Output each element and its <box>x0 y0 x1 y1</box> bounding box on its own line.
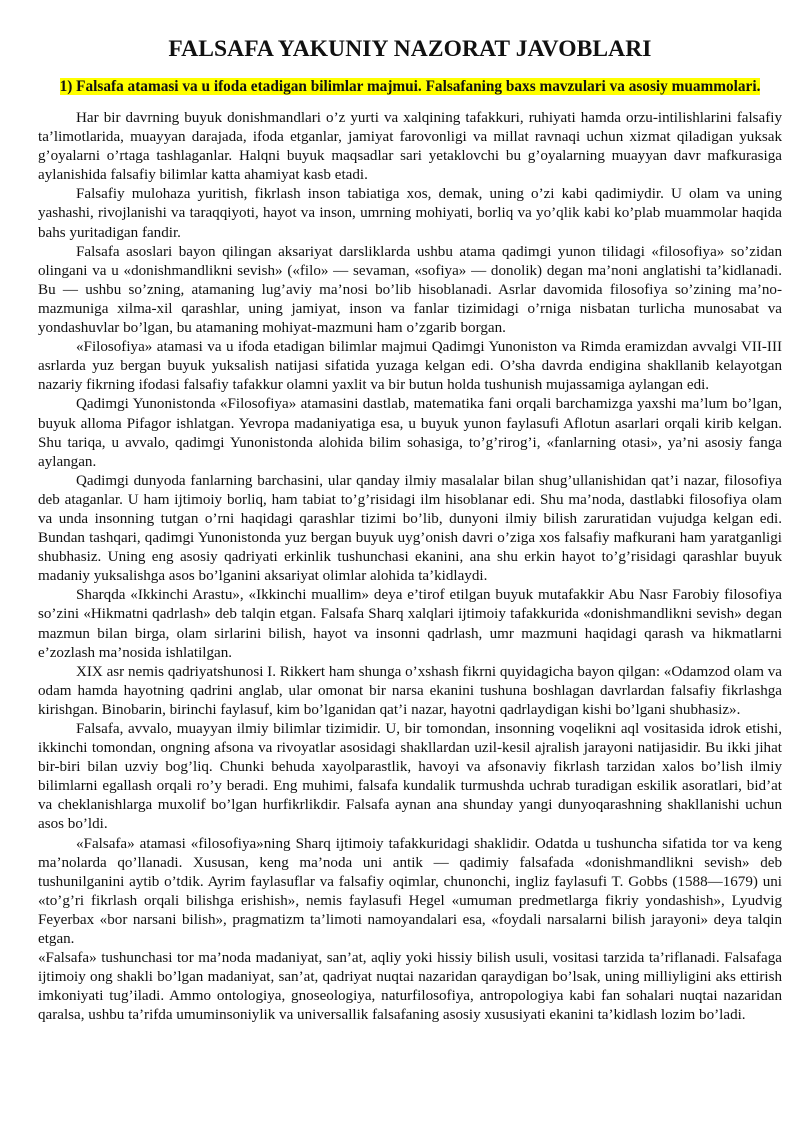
question-heading-block <box>38 77 782 97</box>
document-title: FALSAFA YAKUNIY NAZORAT JAVOBLARI <box>168 36 652 62</box>
document-body <box>38 109 782 1026</box>
document-page <box>38 36 782 1026</box>
paragraph: Falsafa asoslari bayon qilingan aksariyat darsliklarda ushbu atama qadimgi yunon tilidagi «filosofiya» so’zidan olingani va u «donishmandlikni sevish» («filo» — sevaman, «sofiya» — donolik) degan ma’noni anglatishi ta’kidlanadi. Bu — ushbu so’zning, atamaning lug’aviy ma’nosi bo’lib hisoblanadi. Asrlar davomida filosofiya so’zining ma’no-mazmuniga xilma-xil qarashlar, uning jamiyat, inson va fanlar tizimidagi o’rniga nisbatan turlicha munosabat va yondashuvlar bo’lgan, bu atamaning mohiyat-mazmuni ham o’zgarib borgan. <box>38 243 782 337</box>
paragraph: Sharqda «Ikkinchi Arastu», «Ikkinchi muallim» deya e’tirof etilgan buyuk mutafakkir Abu Nasr Farobiy filosofiya so’zini «Hikmatni qadrlash» deb talqin etgan. Falsafa Sharq xalqlari ijtimoiy tafakkurida «donishmandlikni sevish» degan mazmun bilan birga, olam sirlarini bilish, hayot va insonni qadrlash, umr mazmuni haqidagi qarash va hikmatlarni e’zozlash ma’nosida ishlatilgan. <box>38 587 782 661</box>
paragraph: «Filosofiya» atamasi va u ifoda etadigan bilimlar majmui Qadimgi Yunoniston va Rimda eramizdan avvalgi VII-III asrlarda yuz bergan buyuk yuksalish natijasi sifatida yuzaga kelgan edi. O’sha davrda endigina shakllanib kelayotgan nazariy fikrning ifodasi falsafiy tafakkur olamni yaxlit va bir butun holda tushunish mujassamiga aylangan edi. <box>38 339 782 394</box>
paragraph: Har bir davrning buyuk donishmandlari o’z yurti va xalqining tafakkuri, ruhiyati hamda orzu-intilishlarini falsafiy ta’limotlarida, muayyan darajada, ifoda etganlar, jamiyat farovonligi va millat ravnaqi uchun xizmat qiladigan yuksak g’oyalarni o’rtaga tashlaganlar. Halqni buyuk maqsadlar sari yetaklovchi bu g’oyalarning muayyan davr mafkurasiga aylanishida falsafiy bilimlar katta ahamiyat kasb etadi. <box>38 110 782 184</box>
paragraph: Qadimgi dunyoda fanlarning barchasini, ular qanday ilmiy masalalar bilan shug’ullanishidan qat’i nazar, filosofiya deb ataganlar. U ham ijtimoiy borliq, ham tabiat to’g’risidagi ilm hisoblanar edi. Shu ma’noda, dastlabki filosofiya olam va unda insonning tutgan o’rni haqidagi qarashlar tizimi bo’lib, dunyoni ilmiy bilish zaruratidan vujudga kelgan edi. Bundan tashqari, qadimgi Yunonistonda yuz bergan buyuk uyg’onish davri o’ziga xos falsafiy mafkurani ham yaratganligi shubhasiz. Uning eng asosiy qadriyati erkinlik tushunchasi ekanini, ana shu erkin hayot to’g’risidagi qarashlar buyuk madaniy yuksalishga asos bo’lganini aksariyat olimlar alohida ta’kidlaydi. <box>38 472 782 585</box>
paragraph: Qadimgi Yunonistonda «Filosofiya» atamasini dastlab, matematika fani orqali barchamizga yaxshi ma’lum bo’lgan, buyuk alloma Pifagor ishlatgan. Yevropa madaniyatiga esa, u buyuk yunon faylasufi Aflotun asarlari orqali kirib kelgan. Shu tariqa, u avvalo, qadimgi Yunonistonda alohida bilim sohasiga, to’g’rirog’i, «fanlarning otasi», ya’ni asosiy fanga aylangan. <box>38 396 782 470</box>
paragraph: «Falsafa» tushunchasi tor ma’noda madaniyat, san’at, aqliy yoki hissiy bilish usuli, vositasi tarzida ta’riflanadi. Falsafaga ijtimoiy ong shakli bo’lgan madaniyat, san’at, qadriyat nuqtai nazaridan qaraydigan bo’lsak, uning milliyligini aks ettirish imkoniyati tug’iladi. Ammo ontologiya, gnoseologiya, naturfilosofiya, antropologiya kabi fan sohalari nuqtai nazaridan qaralsa, ushbu ta’rifda umuminsoniylik va universallik falsafaning asosiy xususiyati ekanini ta’kidlash lozim bo’ladi. <box>38 950 782 1024</box>
paragraph: Falsafa, avvalo, muayyan ilmiy bilimlar tizimidir. U, bir tomondan, insonning voqelikni aql vositasida idrok etishi, ikkinchi tomondan, ongning afsona va rivoyatlar asosidagi shakllardan uzil-kesil ajralish jarayoni natijasidir. Bu ikki jihat bir-biri bilan uzviy bog’liq. Chunki behuda xayolparastlik, havoyi va afsonaviy fikrlash tarzidan xalos bo’lish ilmiy bilimlarni egallash orqali ro’y beradi. Eng muhimi, falsafa kundalik turmushda uchrab turadigan eskilik asoratlari, bid’at va cheklanishlarga muxolif bo’lgan hurfikrlikdir. Falsafa aynan ana shunday yangi dunyoqarashning shakllanishi uchun asos bo’ldi. <box>38 721 782 833</box>
paragraph: «Falsafa» atamasi «filosofiya»ning Sharq ijtimoiy tafakkuridagi shaklidir. Odatda u tushuncha sifatida tor va keng ma’nolarda qo’llanadi. Xususan, keng ma’noda uni antik — qadimiy falsafada «donishmandlikni sevish» deb tushunilganini aytib o’tdik. Ayrim faylasuflar va falsafiy oqimlar, chunonchi, ingliz faylasufi T. Gobbs (1588—1679) uni «to’g’ri fikrlash orqali bilishga erishish», nemis faylasufi Hegel «umuman predmetlarga fikriy yondashish», Lyudvig Feyerbax «bor narsani bilish», pragmatizm ta’limoti namoyandalari esa, «foydali narsalarni bilish jarayoni» deya talqin etgan. <box>38 835 782 948</box>
paragraph: XIX asr nemis qadriyatshunosi I. Rikkert ham shunga o’xshash fikrni quyidagicha bayon qilgan: «Odamzod olam va odam hamda hayotning qadrini anglab, ular omonat bir narsa ekanini tushuna boshlagan davrlardan falsafiy fikrlashga kirishgan. Binobarin, birinchi faylasuf, kim bo’lganidan qat’i nazar, hayotni qadrlaydigan kishi bo’lgani shubhasiz». <box>38 663 782 718</box>
question-heading: 1) Falsafa atamasi va u ifoda etadigan bilimlar majmui. Falsafaning baxs mavzulari va asosiy muammolari. <box>59 78 761 95</box>
paragraph: Falsafiy mulohaza yuritish, fikrlash inson tabiatiga xos, demak, uning o’zi kabi qadimiydir. U olam va uning yashashi, rivojlanishi va taraqqiyoti, hayot va inson, umrning mohiyati, borliq va yo’qlik kabi ko’plab muammolar haqida bahs yuritadigan fandir. <box>38 186 782 241</box>
